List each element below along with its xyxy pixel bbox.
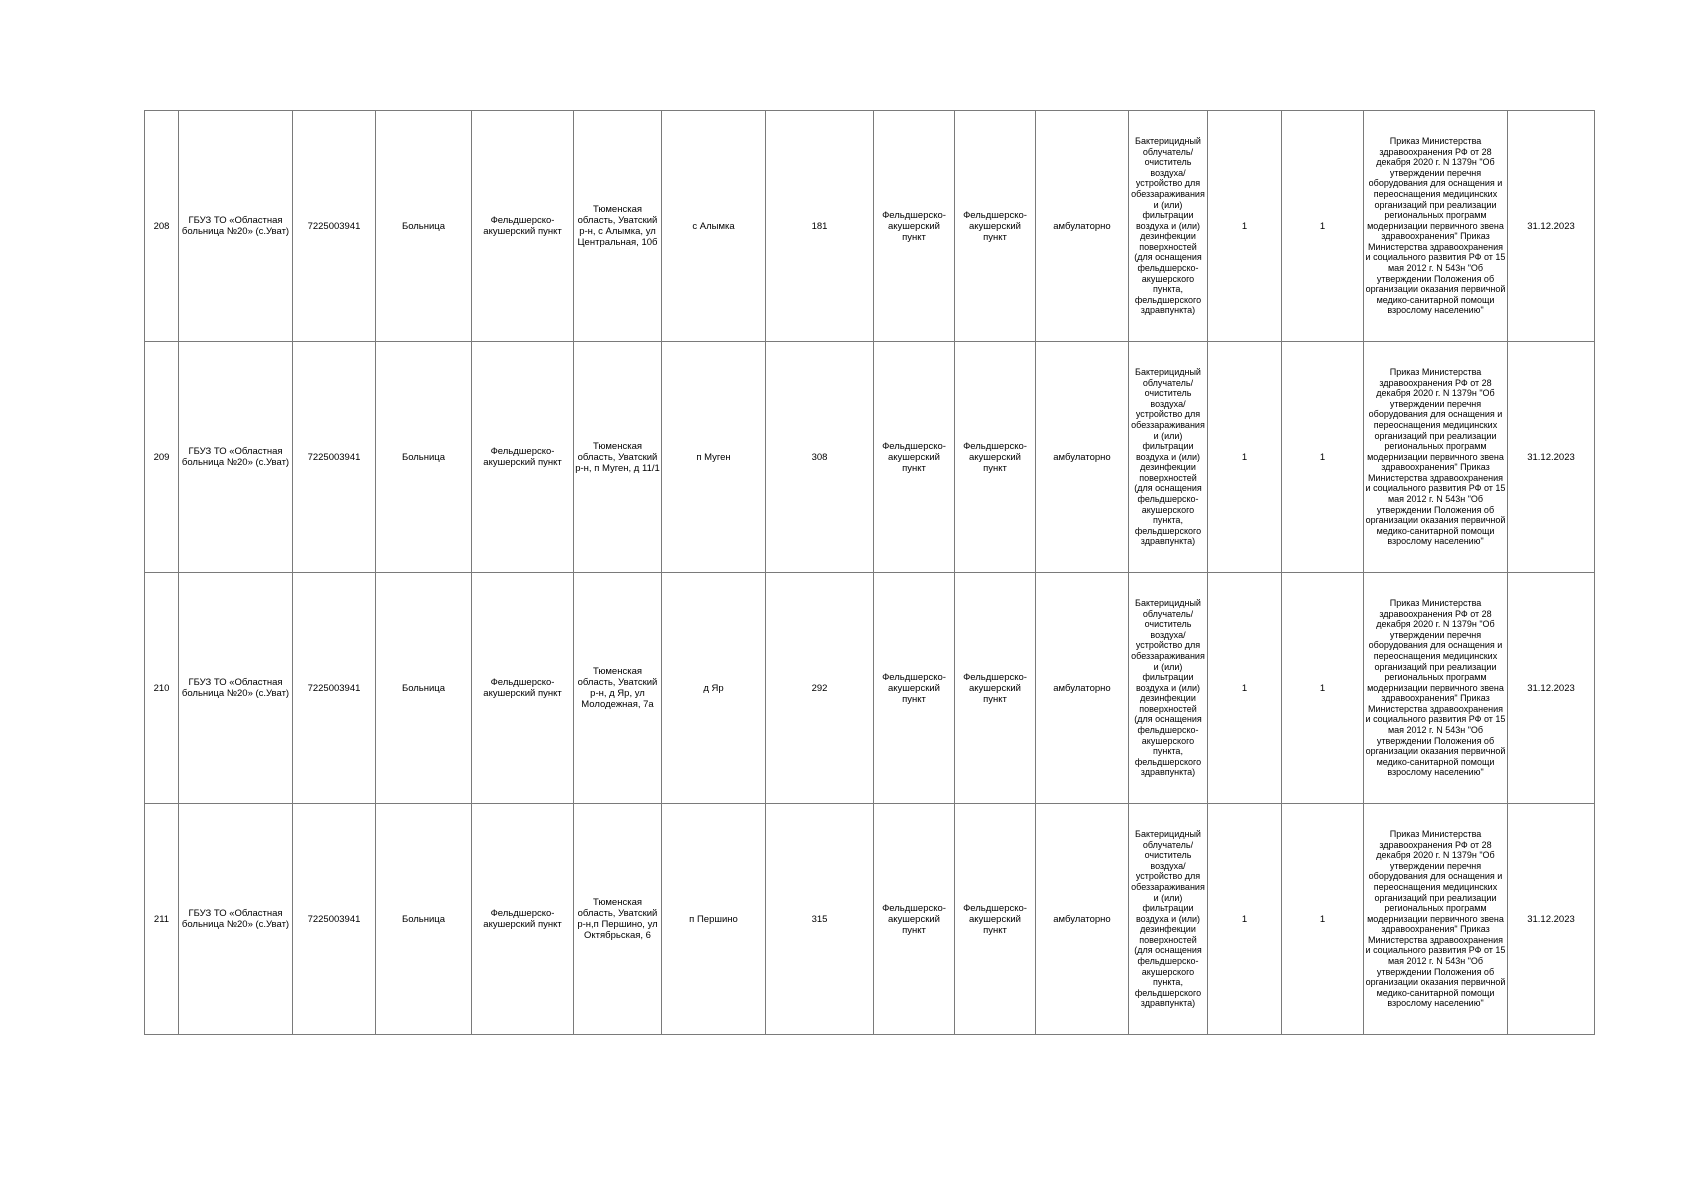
- cell-inn: 7225003941: [293, 342, 376, 573]
- cell-org: ГБУЗ ТО «Областная больница №20» (с.Уват): [179, 573, 293, 804]
- cell-num: 211: [145, 804, 179, 1035]
- cell-address: Тюменская область, Уватский р-н, п Муген, д 11/1: [574, 342, 662, 573]
- cell-address: Тюменская область, Уватский р-н, с Алымка, ул Центральная, 10б: [574, 111, 662, 342]
- cell-settlement: д Яр: [662, 573, 766, 804]
- cell-qty1: 1: [1208, 111, 1282, 342]
- cell-equipment: Бактерицидный облучатель/очиститель воздуха/устройство для обеззараживания и (или) фильтрации воздуха и (или) дезинфекции поверхностей (для оснащения фельдшерско-акушерского пункта, фельдшерского здравпункта): [1129, 804, 1208, 1035]
- cell-unit2: Фельдшерско-акушерский пункт: [955, 342, 1036, 573]
- cell-inn: 7225003941: [293, 804, 376, 1035]
- cell-qty1: 1: [1208, 573, 1282, 804]
- cell-equipment: Бактерицидный облучатель/очиститель воздуха/устройство для обеззараживания и (или) фильтрации воздуха и (или) дезинфекции поверхностей (для оснащения фельдшерско-акушерского пункта, фельдшерского здравпункта): [1129, 342, 1208, 573]
- cell-population: 308: [766, 342, 874, 573]
- cell-org: ГБУЗ ТО «Областная больница №20» (с.Уват): [179, 804, 293, 1035]
- cell-care: амбулаторно: [1036, 342, 1129, 573]
- table-row: [145, 573, 1595, 804]
- cell-basis: Приказ Министерства здравоохранения РФ от 28 декабря 2020 г. N 1379н "Об утверждении перечня оборудования для оснащения и переоснащения медицинских организаций при реализации региональных программ модернизации первичного звена здравоохранения" Приказ Министерства здравоохранения и социального развития РФ от 15 мая 2012 г. N 543н "Об утверждении Положения об организации оказания первичной медико-санитарной помощи взрослому населению": [1364, 573, 1508, 804]
- cell-care: амбулаторно: [1036, 111, 1129, 342]
- cell-num: 208: [145, 111, 179, 342]
- cell-type: Больница: [376, 804, 472, 1035]
- cell-qty2: 1: [1282, 111, 1364, 342]
- cell-settlement: п Муген: [662, 342, 766, 573]
- cell-num: 210: [145, 573, 179, 804]
- cell-subdivision: Фельдшерско-акушерский пункт: [472, 111, 574, 342]
- cell-date: 31.12.2023: [1508, 804, 1595, 1035]
- cell-org: ГБУЗ ТО «Областная больница №20» (с.Уват): [179, 111, 293, 342]
- cell-org: ГБУЗ ТО «Областная больница №20» (с.Уват): [179, 342, 293, 573]
- cell-address: Тюменская область, Уватский р-н, д Яр, ул Молодежная, 7а: [574, 573, 662, 804]
- cell-inn: 7225003941: [293, 573, 376, 804]
- cell-qty2: 1: [1282, 573, 1364, 804]
- cell-type: Больница: [376, 342, 472, 573]
- cell-address: Тюменская область, Уватский р-н,п Першино, ул Октябрьская, 6: [574, 804, 662, 1035]
- cell-date: 31.12.2023: [1508, 111, 1595, 342]
- cell-basis: Приказ Министерства здравоохранения РФ от 28 декабря 2020 г. N 1379н "Об утверждении перечня оборудования для оснащения и переоснащения медицинских организаций при реализации региональных программ модернизации первичного звена здравоохранения" Приказ Министерства здравоохранения и социального развития РФ от 15 мая 2012 г. N 543н "Об утверждении Положения об организации оказания первичной медико-санитарной помощи взрослому населению": [1364, 804, 1508, 1035]
- cell-population: 315: [766, 804, 874, 1035]
- cell-unit1: Фельдшерско-акушерский пункт: [874, 111, 955, 342]
- cell-subdivision: Фельдшерско-акушерский пункт: [472, 804, 574, 1035]
- cell-basis: Приказ Министерства здравоохранения РФ от 28 декабря 2020 г. N 1379н "Об утверждении перечня оборудования для оснащения и переоснащения медицинских организаций при реализации региональных программ модернизации первичного звена здравоохранения" Приказ Министерства здравоохранения и социального развития РФ от 15 мая 2012 г. N 543н "Об утверждении Положения об организации оказания первичной медико-санитарной помощи взрослому населению": [1364, 342, 1508, 573]
- cell-type: Больница: [376, 111, 472, 342]
- cell-unit2: Фельдшерско-акушерский пункт: [955, 804, 1036, 1035]
- table-row: [145, 804, 1595, 1035]
- table-row: [145, 342, 1595, 573]
- cell-unit1: Фельдшерско-акушерский пункт: [874, 342, 955, 573]
- cell-date: 31.12.2023: [1508, 573, 1595, 804]
- equipment-table: [144, 110, 1595, 1035]
- cell-subdivision: Фельдшерско-акушерский пункт: [472, 342, 574, 573]
- cell-population: 292: [766, 573, 874, 804]
- cell-equipment: Бактерицидный облучатель/очиститель воздуха/устройство для обеззараживания и (или) фильтрации воздуха и (или) дезинфекции поверхностей (для оснащения фельдшерско-акушерского пункта, фельдшерского здравпункта): [1129, 573, 1208, 804]
- cell-basis: Приказ Министерства здравоохранения РФ от 28 декабря 2020 г. N 1379н "Об утверждении перечня оборудования для оснащения и переоснащения медицинских организаций при реализации региональных программ модернизации первичного звена здравоохранения" Приказ Министерства здравоохранения и социального развития РФ от 15 мая 2012 г. N 543н "Об утверждении Положения об организации оказания первичной медико-санитарной помощи взрослому населению": [1364, 111, 1508, 342]
- cell-equipment: Бактерицидный облучатель/очиститель воздуха/устройство для обеззараживания и (или) фильтрации воздуха и (или) дезинфекции поверхностей (для оснащения фельдшерско-акушерского пункта, фельдшерского здравпункта): [1129, 111, 1208, 342]
- cell-qty1: 1: [1208, 804, 1282, 1035]
- table-row: [145, 111, 1595, 342]
- cell-settlement: п Першино: [662, 804, 766, 1035]
- cell-qty2: 1: [1282, 804, 1364, 1035]
- cell-unit2: Фельдшерско-акушерский пункт: [955, 573, 1036, 804]
- cell-unit1: Фельдшерско-акушерский пункт: [874, 573, 955, 804]
- cell-qty1: 1: [1208, 342, 1282, 573]
- cell-population: 181: [766, 111, 874, 342]
- cell-care: амбулаторно: [1036, 804, 1129, 1035]
- cell-unit2: Фельдшерско-акушерский пункт: [955, 111, 1036, 342]
- cell-qty2: 1: [1282, 342, 1364, 573]
- table-body: [145, 111, 1595, 1035]
- cell-date: 31.12.2023: [1508, 342, 1595, 573]
- cell-num: 209: [145, 342, 179, 573]
- cell-settlement: с Алымка: [662, 111, 766, 342]
- cell-type: Больница: [376, 573, 472, 804]
- cell-care: амбулаторно: [1036, 573, 1129, 804]
- cell-subdivision: Фельдшерско-акушерский пункт: [472, 573, 574, 804]
- cell-inn: 7225003941: [293, 111, 376, 342]
- cell-unit1: Фельдшерско-акушерский пункт: [874, 804, 955, 1035]
